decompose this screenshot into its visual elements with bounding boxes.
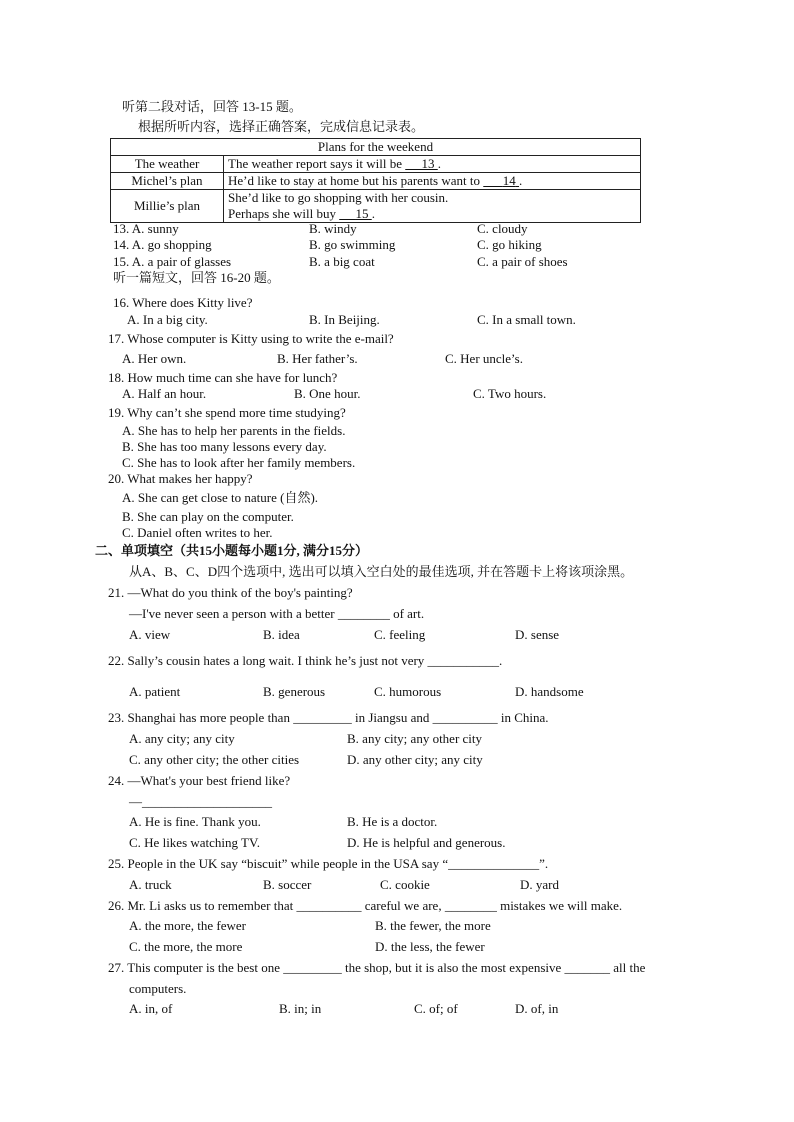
part2-instruction: 从A、B、C、D四个选项中, 选出可以填入空白处的最佳选项, 并在答题卡上将该项涂黑。 [129,564,634,579]
q23-option-a: A. any city; any city [129,731,235,746]
table-row [111,190,641,223]
q21-option-a: A. view [129,627,171,642]
section2-intro: 听第二段对话，回答 13-15 题。 [122,99,302,114]
q18-option-c: C. Two hours. [473,386,547,401]
q13-option-c: C. cloudy [477,221,528,236]
q13-option-a: 13. A. sunny [113,221,179,236]
q25-stem: 25. People in the UK say “biscuit” while people in the USA say “______________”. [108,856,549,871]
table-row [111,156,641,173]
q16-stem: 16. Where does Kitty live? [113,295,253,310]
q17-option-a: A. Her own. [122,351,187,366]
q20-stem: 20. What makes her happy? [108,471,253,486]
q23-stem: 23. Shanghai has more people than _________ in Jiangsu and __________ in China. [108,710,549,725]
q15-option-c: C. a pair of shoes [477,254,568,269]
q19-option-c: C. She has to look after her family members. [122,455,356,470]
q27-option-c: C. of; of [414,1001,458,1016]
q24-stem: 24. —What's your best friend like? [108,773,291,788]
q18-option-b: B. One hour. [294,386,361,401]
q22-option-a: A. patient [129,684,181,699]
q16-option-c: C. In a small town. [477,312,576,327]
q17-stem: 17. Whose computer is Kitty using to write the e-mail? [108,331,394,346]
blank-15: 15 [355,206,369,221]
q17-option-c: C. Her uncle’s. [445,351,523,366]
q17-option-b: B. Her father’s. [277,351,358,366]
q25-option-b: B. soccer [263,877,312,892]
q18-stem: 18. How much time can she have for lunch? [108,370,338,385]
row-label: Michel’s plan [111,173,224,190]
q19-option-a: A. She has to help her parents in the fields. [122,423,346,438]
q19-option-b: B. She has too many lessons every day. [122,439,327,454]
q24-option-a: A. He is fine. Thank you. [129,814,261,829]
q16-option-b: B. In Beijing. [309,312,380,327]
q26-option-c: C. the more, the more [129,939,243,954]
q25-option-c: C. cookie [380,877,430,892]
table-title-row [111,139,641,156]
q15-option-b: B. a big coat [309,254,375,269]
plans-table [110,138,641,223]
q19-stem: 19. Why can’t she spend more time studying? [108,405,346,420]
q22-option-c: C. humorous [374,684,442,699]
row-content: He’d like to stay at home but his parents want to 14 . [224,173,641,190]
table-row [111,173,641,190]
q23-option-b: B. any city; any other city [347,731,483,746]
q26-option-d: D. the less, the fewer [375,939,485,954]
q20-option-a: A. She can get close to nature (自然). [122,490,319,505]
row-content: She’d like to go shopping with her cousin. Perhaps she will buy 15 . [224,190,641,223]
q21-stem2: —I've never seen a person with a better ________ of art. [129,606,425,621]
blank-14: 14 [502,173,516,188]
q21-option-c: C. feeling [374,627,426,642]
q25-option-a: A. truck [129,877,172,892]
q21-option-b: B. idea [263,627,300,642]
q27-option-d: D. of, in [515,1001,559,1016]
row-label: Millie’s plan [111,190,224,223]
q26-option-b: B. the fewer, the more [375,918,491,933]
q26-stem: 26. Mr. Li asks us to remember that __________ careful we are, ________ mistakes we will make. [108,898,623,913]
row-label: The weather [111,156,224,173]
q27-stem: 27. This computer is the best one _________ the shop, but it is also the most expensive _______ all the [108,960,646,975]
q14-option-a: 14. A. go shopping [113,237,212,252]
q22-stem: 22. Sally’s cousin hates a long wait. I think he’s just not very ___________. [108,653,503,668]
q24-stem2: —____________________ [129,794,272,809]
part2-title: 二、单项填空（共15小题每小题1分, 满分15分） [95,543,369,558]
q24-option-b: B. He is a doctor. [347,814,438,829]
q20-option-b: B. She can play on the computer. [122,509,294,524]
q23-option-d: D. any other city; any city [347,752,483,767]
q22-option-b: B. generous [263,684,326,699]
row-content: The weather report says it will be 13 . [224,156,641,173]
q25-option-d: D. yard [520,877,559,892]
q22-option-d: D. handsome [515,684,584,699]
q21-stem: 21. —What do you think of the boy's painting? [108,585,353,600]
section2-instruction: 根据所听内容，选择正确答案，完成信息记录表。 [138,119,425,134]
q18-option-a: A. Half an hour. [122,386,207,401]
q23-option-c: C. any other city; the other cities [129,752,300,767]
q26-option-a: A. the more, the fewer [129,918,246,933]
q24-option-d: D. He is helpful and generous. [347,835,506,850]
table-title: Plans for the weekend [111,139,641,156]
q27-option-b: B. in; in [279,1001,322,1016]
q27-option-a: A. in, of [129,1001,173,1016]
q16-option-a: A. In a big city. [127,312,208,327]
q15-option-a: 15. A. a pair of glasses [113,254,232,269]
q27-stem2: computers. [129,981,187,996]
q14-option-b: B. go swimming [309,237,396,252]
blank-13: 13 [421,156,435,171]
q24-option-c: C. He likes watching TV. [129,835,260,850]
q14-option-c: C. go hiking [477,237,542,252]
passage-intro: 听一篇短文，回答 16-20 题。 [113,270,280,285]
q20-option-c: C. Daniel often writes to her. [122,525,273,540]
q13-option-b: B. windy [309,221,357,236]
q21-option-d: D. sense [515,627,560,642]
